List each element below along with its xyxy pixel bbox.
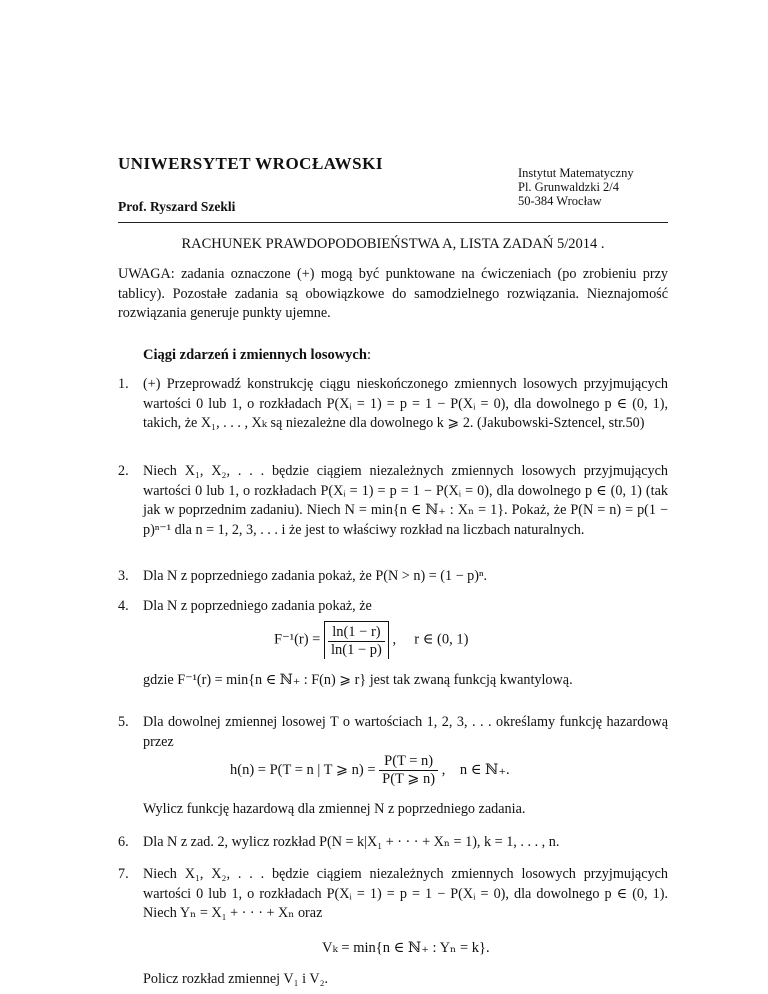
page-title: RACHUNEK PRAWDOPODOBIEŃSTWA A, LISTA ZADAŃ 5/2014 .: [181, 236, 605, 252]
formula-lhs: h(n) = P(T = n | T ⩾ n) =: [230, 761, 376, 778]
problem-text: gdzie F⁻¹(r) = min{n ∈ ℕ₊ : F(n) ⩾ r} jest tak zwaną funkcją kwantylową.: [143, 672, 573, 688]
fraction-numerator: P(T = n): [379, 753, 438, 771]
ceiling-bracket: [324, 621, 389, 659]
formula-rhs: , n ∈ ℕ₊.: [441, 761, 510, 778]
problem-text: (+) Przeprowadź konstrukcję ciągu nieskończonego zmiennych losowych przyjmujących wartości 0 lub 1, o rozkładach P(Xᵢ = 1) = p = 1 − P(Xᵢ = 0), dla dowolnego p ∈ (0, 1), takich, że X₁, . . . , Xₖ są niezależne dla dowolnego k ⩾ 2. (Jakubowski-Sztencel, str.50): [143, 376, 668, 431]
vk-formula: Vₖ = min{n ∈ ℕ₊ : Yₙ = k}.: [322, 940, 490, 956]
professor-name: Prof. Ryszard Szekli: [118, 199, 236, 214]
problem-number: 5.: [118, 714, 129, 730]
section-title-text: Ciągi zdarzeń i zmiennych losowych: [143, 347, 367, 363]
hazard-formula: [230, 753, 510, 788]
problem-text: Dla N z poprzedniego zadania pokaż, że P(N > n) = (1 − p)ⁿ.: [143, 568, 488, 584]
institute-line: 50-384 Wrocław: [518, 194, 602, 208]
problem-text: Dla N z poprzedniego zadania pokaż, że: [143, 598, 372, 614]
problem-5: [118, 713, 668, 752]
institute-line: Instytut Matematyczny: [518, 166, 634, 180]
problem-number: 7.: [118, 866, 129, 882]
fraction-numerator: ln(1 − r): [328, 624, 385, 642]
problem-number: 6.: [118, 834, 129, 850]
problem-text: Dla dowolnej zmiennej losowej T o wartościach 1, 2, 3, . . . określamy funkcję hazardową przez: [143, 714, 668, 750]
problem-number: 2.: [118, 463, 129, 479]
problem-7-after: [118, 970, 668, 990]
problem-6: [118, 833, 668, 853]
problem-number: 4.: [118, 598, 129, 614]
university-name: UNIWERSYTET WROCŁAWSKI: [118, 154, 383, 173]
problem-1: [118, 375, 668, 434]
fraction-denominator: ln(1 − p): [330, 642, 382, 658]
problem-text: Wylicz funkcję hazardową dla zmiennej N z poprzedniego zadania.: [143, 801, 526, 817]
section-title: [143, 347, 371, 364]
problem-2: [118, 462, 668, 540]
problem-text: Niech X₁, X₂, . . . będzie ciągiem niezależnych zmiennych losowych przyjmujących wartości 0 lub 1, o rozkładach P(Xᵢ = 1) = p = 1 − P(Xᵢ = 0), dla dowolnego p ∈ (0, 1) (tak jak w poprzednim zadaniu). Niech N = min{n ∈ ℕ₊ : Xₙ = 1}. Pokaż, że P(N = n) = p(1 − p)ⁿ⁻¹ dla n = 1, 2, 3, . . . i że jest to właściwy rozkład na liczbach naturalnych.: [143, 463, 668, 538]
problem-5-after: [118, 800, 668, 820]
problem-text: Dla N z zad. 2, wylicz rozkład P(N = k|X₁ + · · · + Xₙ = 1), k = 1, . . . , n.: [143, 834, 560, 850]
warning-note: UWAGA: zadania oznaczone (+) mogą być punktowane na ćwiczeniach (po zrobieniu przy tablicy). Pozostałe zadania są obowiązkowe do samodzielnego rozwiązania. Nieznajomość rozwiązania generuje punkty ujemne.: [118, 266, 668, 321]
institute-address: [518, 166, 634, 208]
quantile-formula: [274, 621, 468, 659]
institute-line: Pl. Grunwaldzki 2/4: [518, 180, 620, 194]
header-divider: [118, 222, 668, 223]
fraction: [379, 753, 438, 788]
problem-text: Policz rozkład zmiennej V₁ i V₂.: [143, 971, 329, 987]
problem-4: [118, 597, 668, 617]
problem-7: [118, 865, 668, 924]
problem-4-after: [118, 671, 668, 691]
problem-text: Niech X₁, X₂, . . . będzie ciągiem niezależnych zmiennych losowych przyjmujących wartości 0 lub 1, o rozkładach P(Xᵢ = 1) = p = 1 − P(Xᵢ = 0), dla dowolnego p ∈ (0, 1). Niech Yₙ = X₁ + · · · + Xₙ oraz: [143, 866, 668, 921]
fraction: [328, 624, 385, 659]
formula-lhs: F⁻¹(r) =: [274, 631, 321, 648]
fraction-denominator: P(T ⩾ n): [382, 771, 436, 787]
problem-number: 1.: [118, 376, 129, 392]
problem-3: [118, 567, 668, 587]
section-title-colon: :: [366, 347, 371, 363]
formula-rhs: , r ∈ (0, 1): [392, 631, 469, 648]
problem-number: 3.: [118, 568, 129, 584]
